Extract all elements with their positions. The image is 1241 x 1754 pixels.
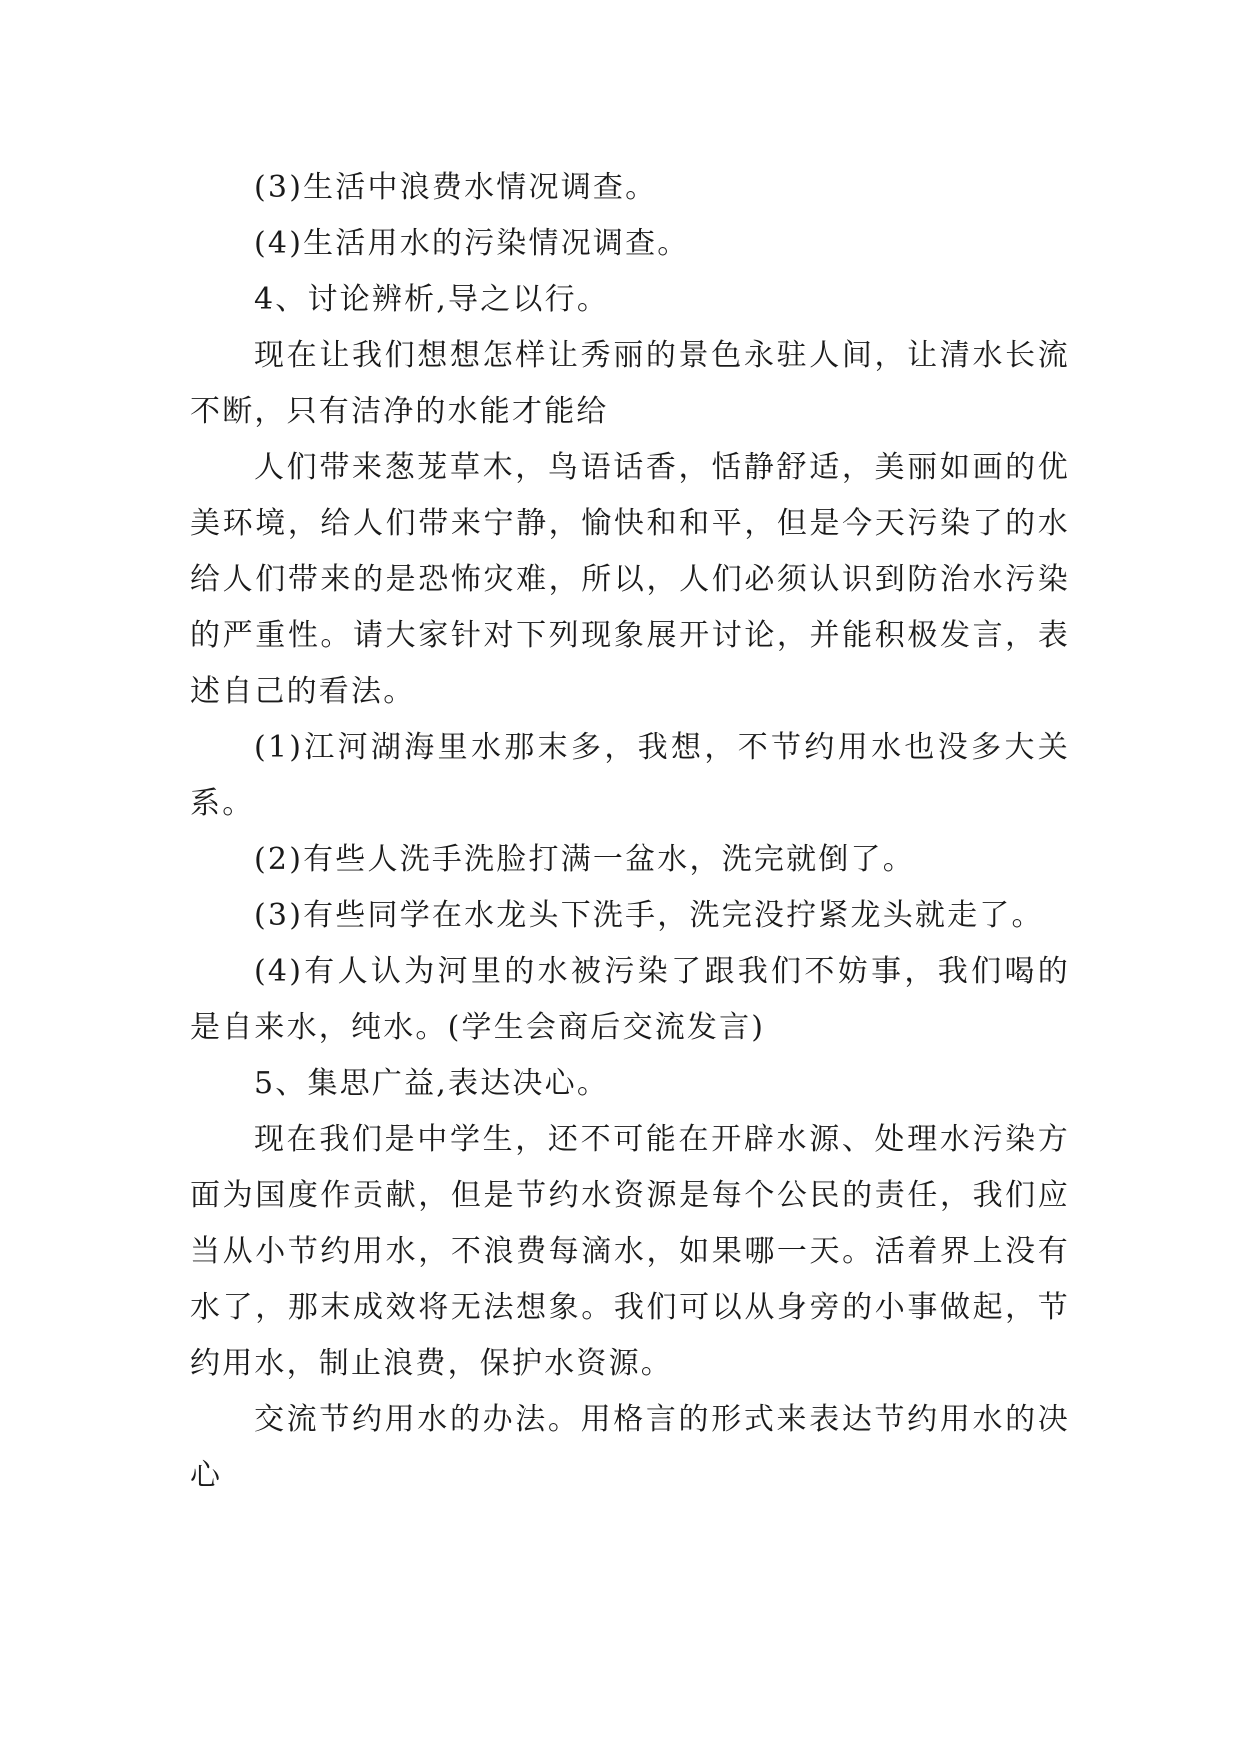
paragraph-heading-discussion: 4、讨论辨析,导之以行。 (254, 282, 610, 317)
paragraph-responsibility: 现在我们是中学生，还不可能在开辟水源、处理水污染方面为国度作贡献，但是节约水资源是每个公民的责任，我们应当从小节约用水，不浪费每滴水，如果哪一天。活着界上没有水了，那末成效将无法想象。我们可以从身旁的小事做起，节约用水，制止浪费，保护水资源。 (190, 1122, 1070, 1381)
paragraph-survey-waste: (3)生活中浪费水情况调查。 (254, 170, 658, 205)
paragraph-heading-resolve: 5、集思广益,表达决心。 (254, 1066, 610, 1101)
paragraph-survey-pollution: (4)生活用水的污染情况调查。 (254, 226, 690, 261)
paragraph-item-3: (3)有些同学在水龙头下洗手，洗完没拧紧龙头就走了。 (254, 898, 1044, 933)
document-page (190, 160, 1070, 1504)
paragraph-item-1: (1)江河湖海里水那末多，我想，不节约用水也没多大关系。 (190, 730, 1070, 821)
paragraph-environment: 人们带来葱茏草木，鸟语话香，恬静舒适，美丽如画的优美环境，给人们带来宁静，愉快和和平，但是今天污染了的水给人们带来的是恐怖灾难，所以，人们必须认识到防治水污染的严重性。请大家针对下列现象展开讨论，并能积极发言，表述自己的看法。 (190, 450, 1070, 709)
paragraph-item-2: (2)有些人洗手洗脸打满一盆水，洗完就倒了。 (254, 842, 915, 877)
paragraph-item-4: (4)有人认为河里的水被污染了跟我们不妨事，我们喝的是自来水，纯水。(学生会商后交流发言) (190, 954, 1070, 1045)
paragraph-closing: 交流节约用水的办法。用格言的形式来表达节约用水的决心 (190, 1402, 1070, 1493)
paragraph-intro: 现在让我们想想怎样让秀丽的景色永驻人间，让清水长流不断，只有洁净的水能才能给 (190, 338, 1070, 429)
